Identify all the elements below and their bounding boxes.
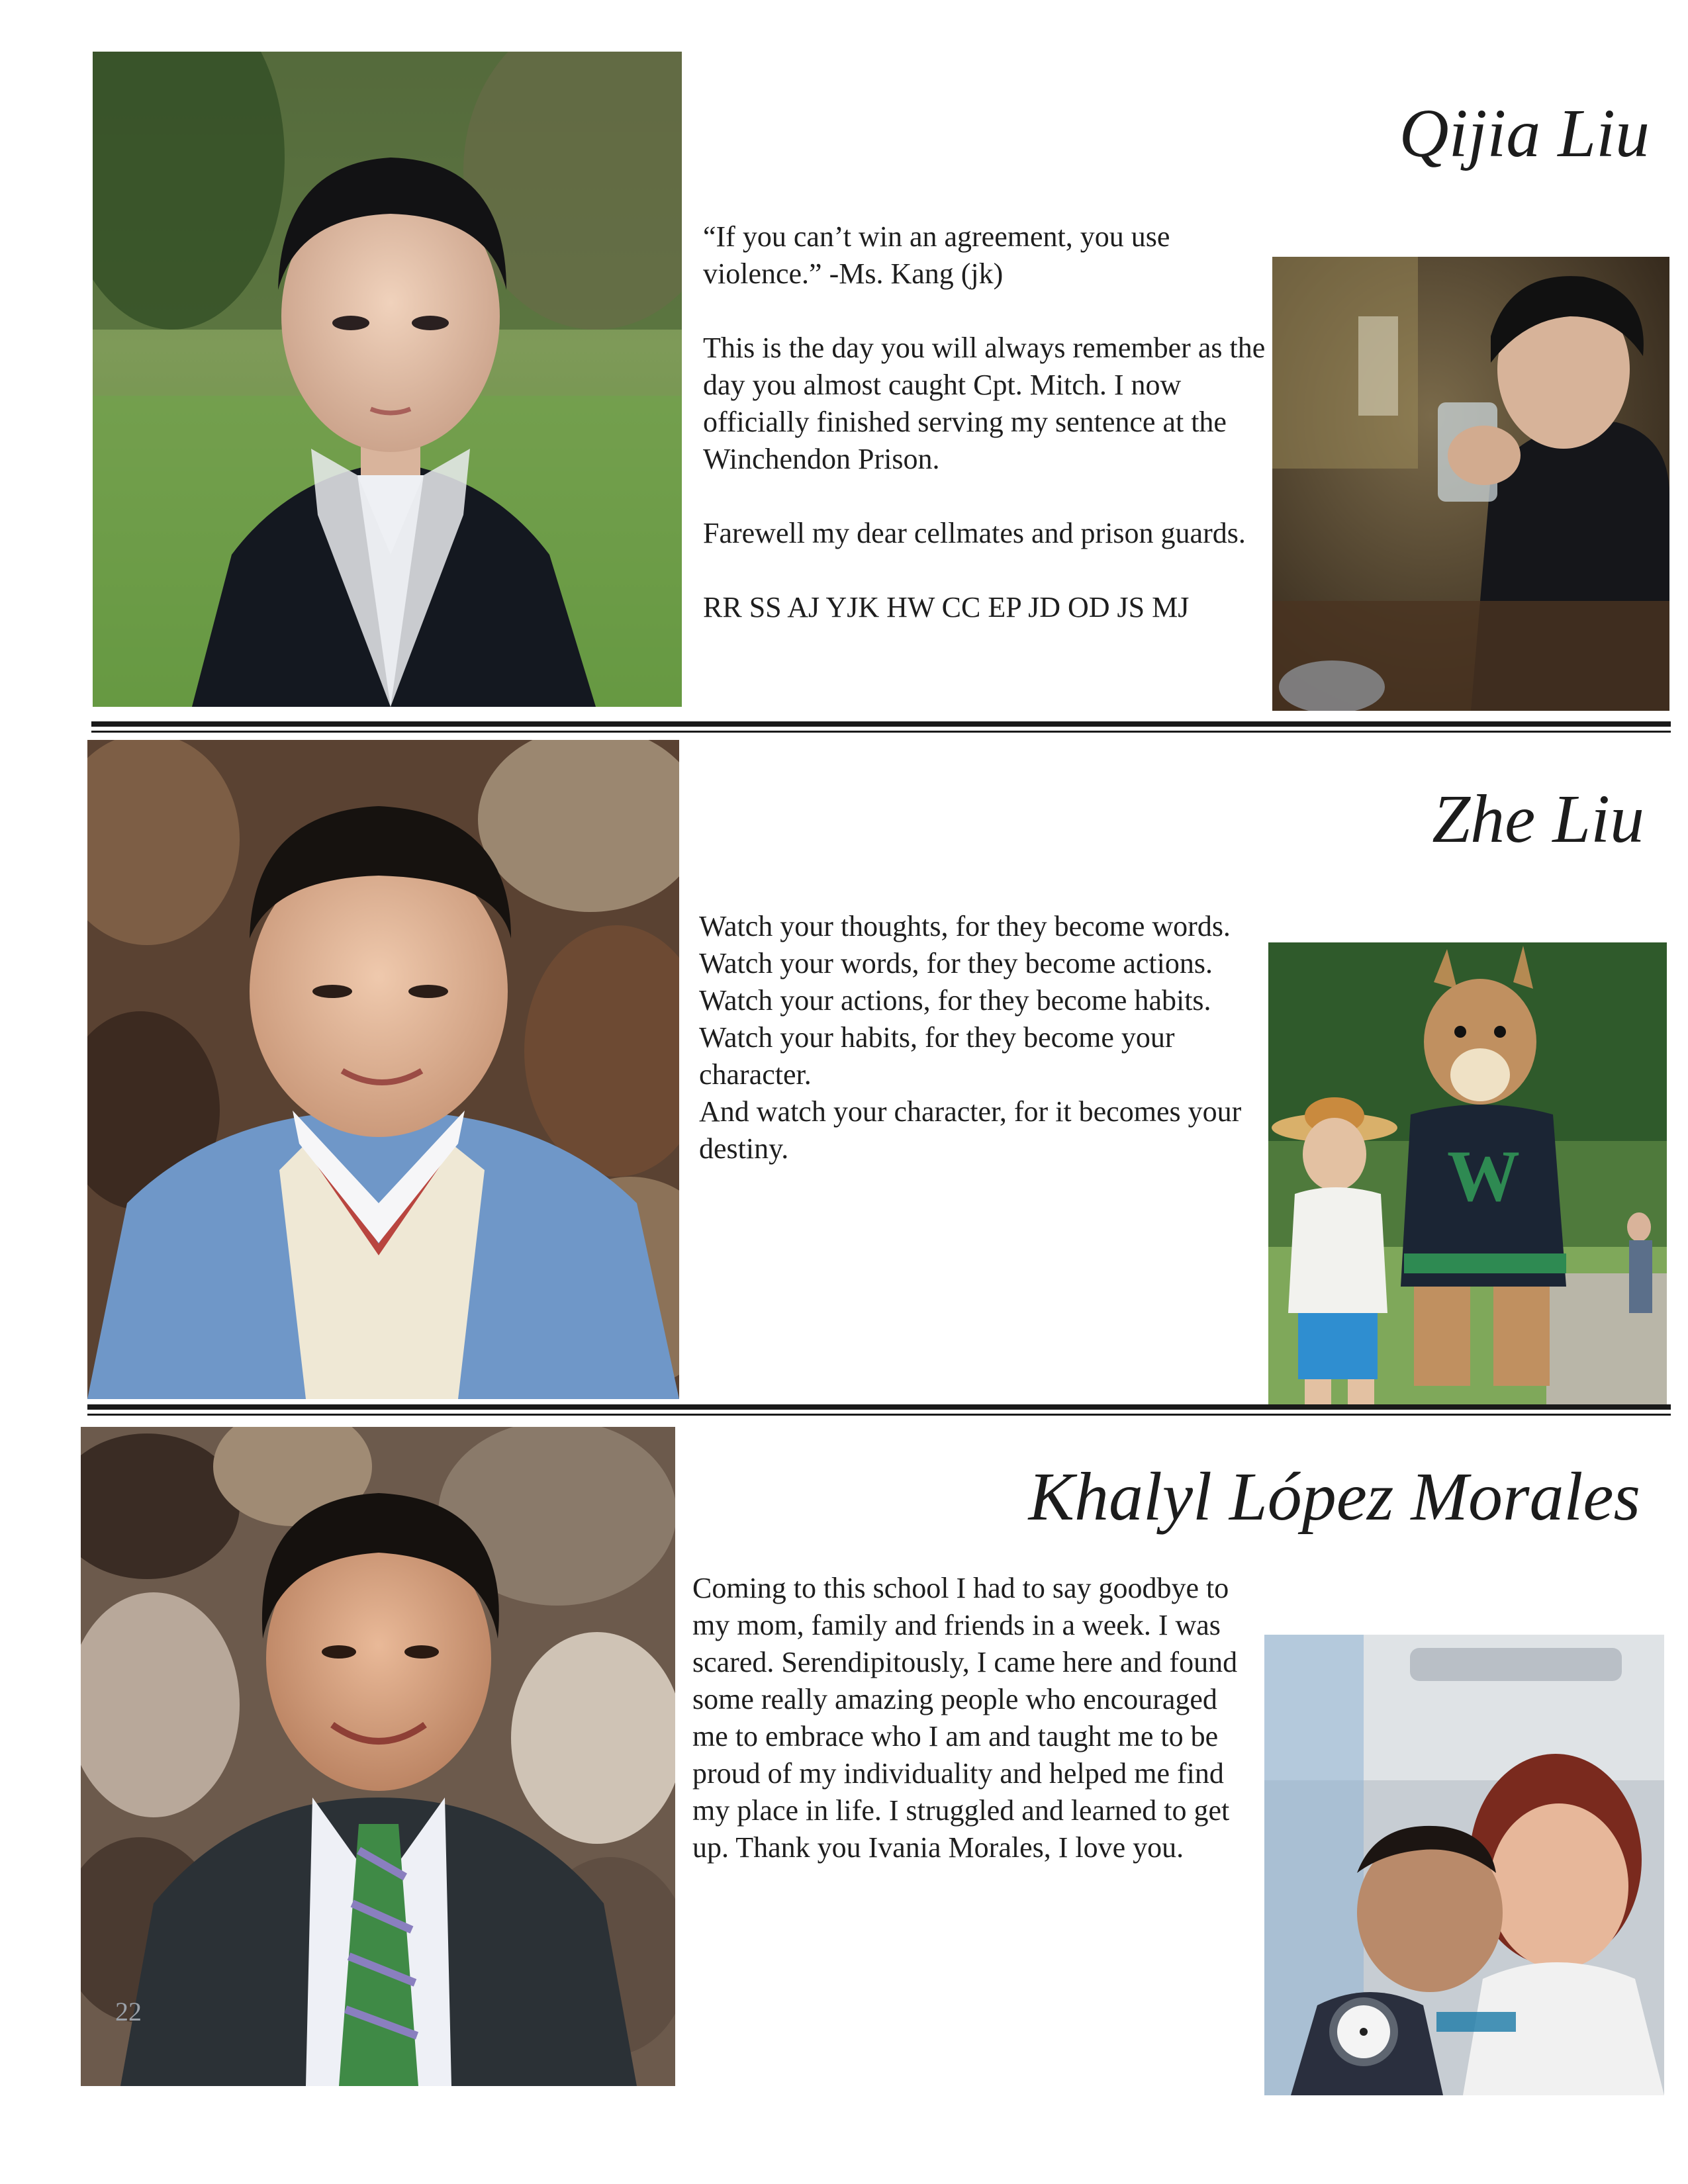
portrait-photo-zhe-liu (87, 740, 679, 1399)
quote-paragraph: “If you can’t win an agreement, you use violence.” -Ms. Kang (jk) (703, 220, 1170, 290)
student-bio (699, 908, 1262, 1167)
section-divider (91, 721, 1671, 727)
student-bio (692, 1570, 1255, 1903)
candid-photo-khalyl-lopez-morales-selfie (1264, 1635, 1664, 2095)
student-name: Zhe Liu (1432, 781, 1644, 857)
bio-paragraph: Coming to this school I had to say goodbye to my mom, family and friends in a week. I was scared. Serendipitously, I came here and found some really amazing people who encouraged me to embrace who I am and taught me to be proud of my individuality and helped me find my place in life. I struggled and learned to get up. Thank you Ivania Morales, I love you. (692, 1572, 1238, 1864)
bio-paragraph: Farewell my dear cellmates and prison guards. (703, 517, 1246, 549)
bio-paragraph: This is the day you will always remember as the day you almost caught Cpt. Mitch. I now officially finished serving my sentence at the Winchendon Prison. (703, 332, 1266, 475)
quote-line: Watch your thoughts, for they become words. (699, 910, 1231, 942)
section-divider (87, 1404, 1671, 1410)
candid-photo-zhe-liu-mascot (1268, 942, 1667, 1404)
portrait-photo-khalyl-lopez-morales (81, 1427, 675, 2086)
student-bio (703, 218, 1266, 663)
portrait-photo-qijia-liu (93, 52, 682, 707)
mascot-jersey-logo: W (1447, 1136, 1520, 1216)
candid-photo-qijia-liu (1272, 257, 1669, 711)
quote-line: Watch your habits, for they become your character. (699, 1021, 1175, 1091)
quote-line: And watch your character, for it becomes your destiny. (699, 1095, 1242, 1165)
student-name: Qijia Liu (1399, 95, 1650, 171)
student-name: Khalyl López Morales (1028, 1459, 1640, 1535)
initials-paragraph: RR SS AJ YJK HW CC EP JD OD JS MJ (703, 591, 1190, 623)
quote-line: Watch your actions, for they become habits. (699, 984, 1211, 1017)
page-number: 22 (115, 1997, 142, 2026)
quote-line: Watch your words, for they become actions. (699, 947, 1213, 979)
